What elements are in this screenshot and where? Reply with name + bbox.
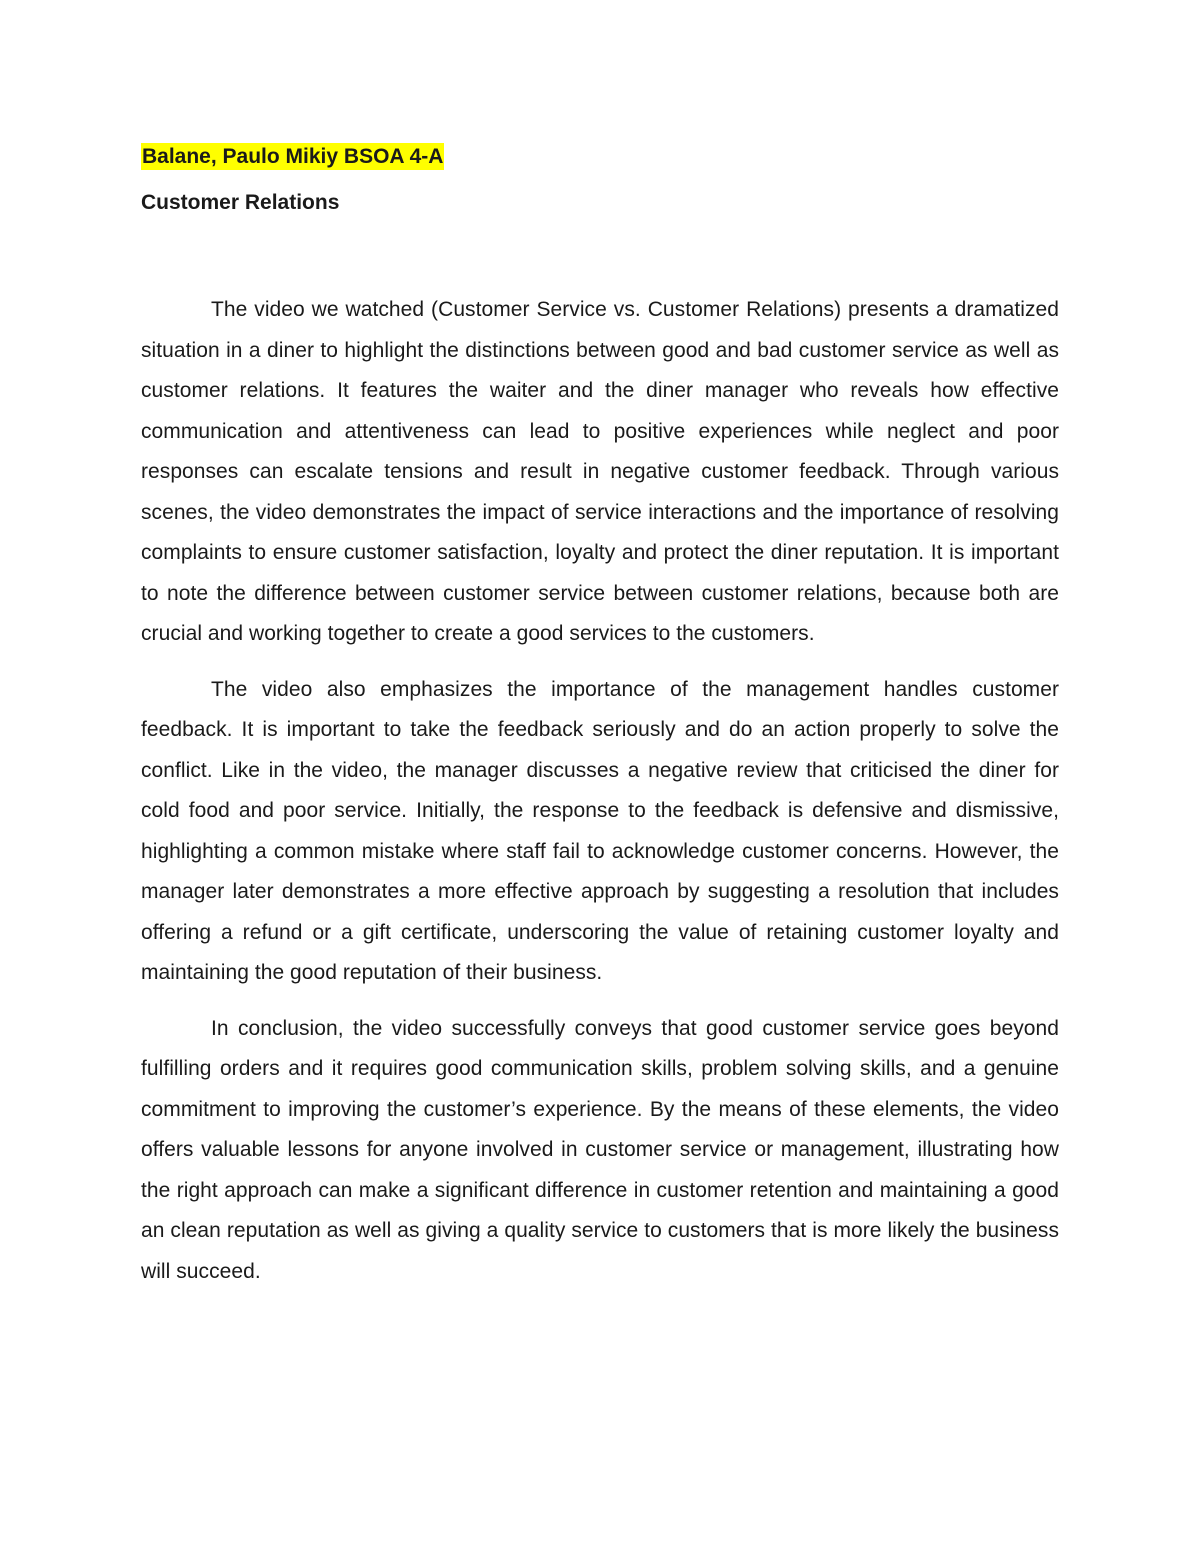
author-line <box>141 140 1059 174</box>
paragraph-3: In conclusion, the video successfully conveys that good customer service goes beyond fulfilling orders and it requires good communication skills, problem solving skills, and a genuine commitment to improving the customer’s experience. By the means of these elements, the video offers valuable lessons for anyone involved in customer service or management, illustrating how the right approach can make a significant difference in customer retention and maintaining a good an clean reputation as well as giving a quality service to customers that is more likely the business will succeed. <box>141 1016 1059 1283</box>
document-content <box>141 140 1059 1307</box>
document-body <box>141 290 1059 1292</box>
paragraph-2: The video also emphasizes the importance of the management handles customer feedback. It is important to take the feedback seriously and do an action properly to solve the conflict. Like in the video, the manager discusses a negative review that criticised the diner for cold food and poor service. Initially, the response to the feedback is defensive and dismissive, highlighting a common mistake where staff fail to acknowledge customer concerns. However, the manager later demonstrates a more effective approach by suggesting a resolution that includes offering a refund or a gift certificate, underscoring the value of retaining customer loyalty and maintaining the good reputation of their business. <box>141 677 1059 984</box>
author-line-highlight: Balane, Paulo Mikiy BSOA 4-A <box>142 145 444 168</box>
paragraph-1: The video we watched (Customer Service vs. Customer Relations) presents a dramatized situation in a diner to highlight the distinctions between good and bad customer service as well as customer relations. It features the waiter and the diner manager who reveals how effective communication and attentiveness can lead to positive experiences while neglect and poor responses can escalate tensions and result in negative customer feedback. Through various scenes, the video demonstrates the impact of service interactions and the importance of resolving complaints to ensure customer satisfaction, loyalty and protect the diner reputation. It is important to note the difference between customer service between customer relations, because both are crucial and working together to create a good services to the customers. <box>141 298 1059 645</box>
document-subject: Customer Relations <box>141 191 340 214</box>
